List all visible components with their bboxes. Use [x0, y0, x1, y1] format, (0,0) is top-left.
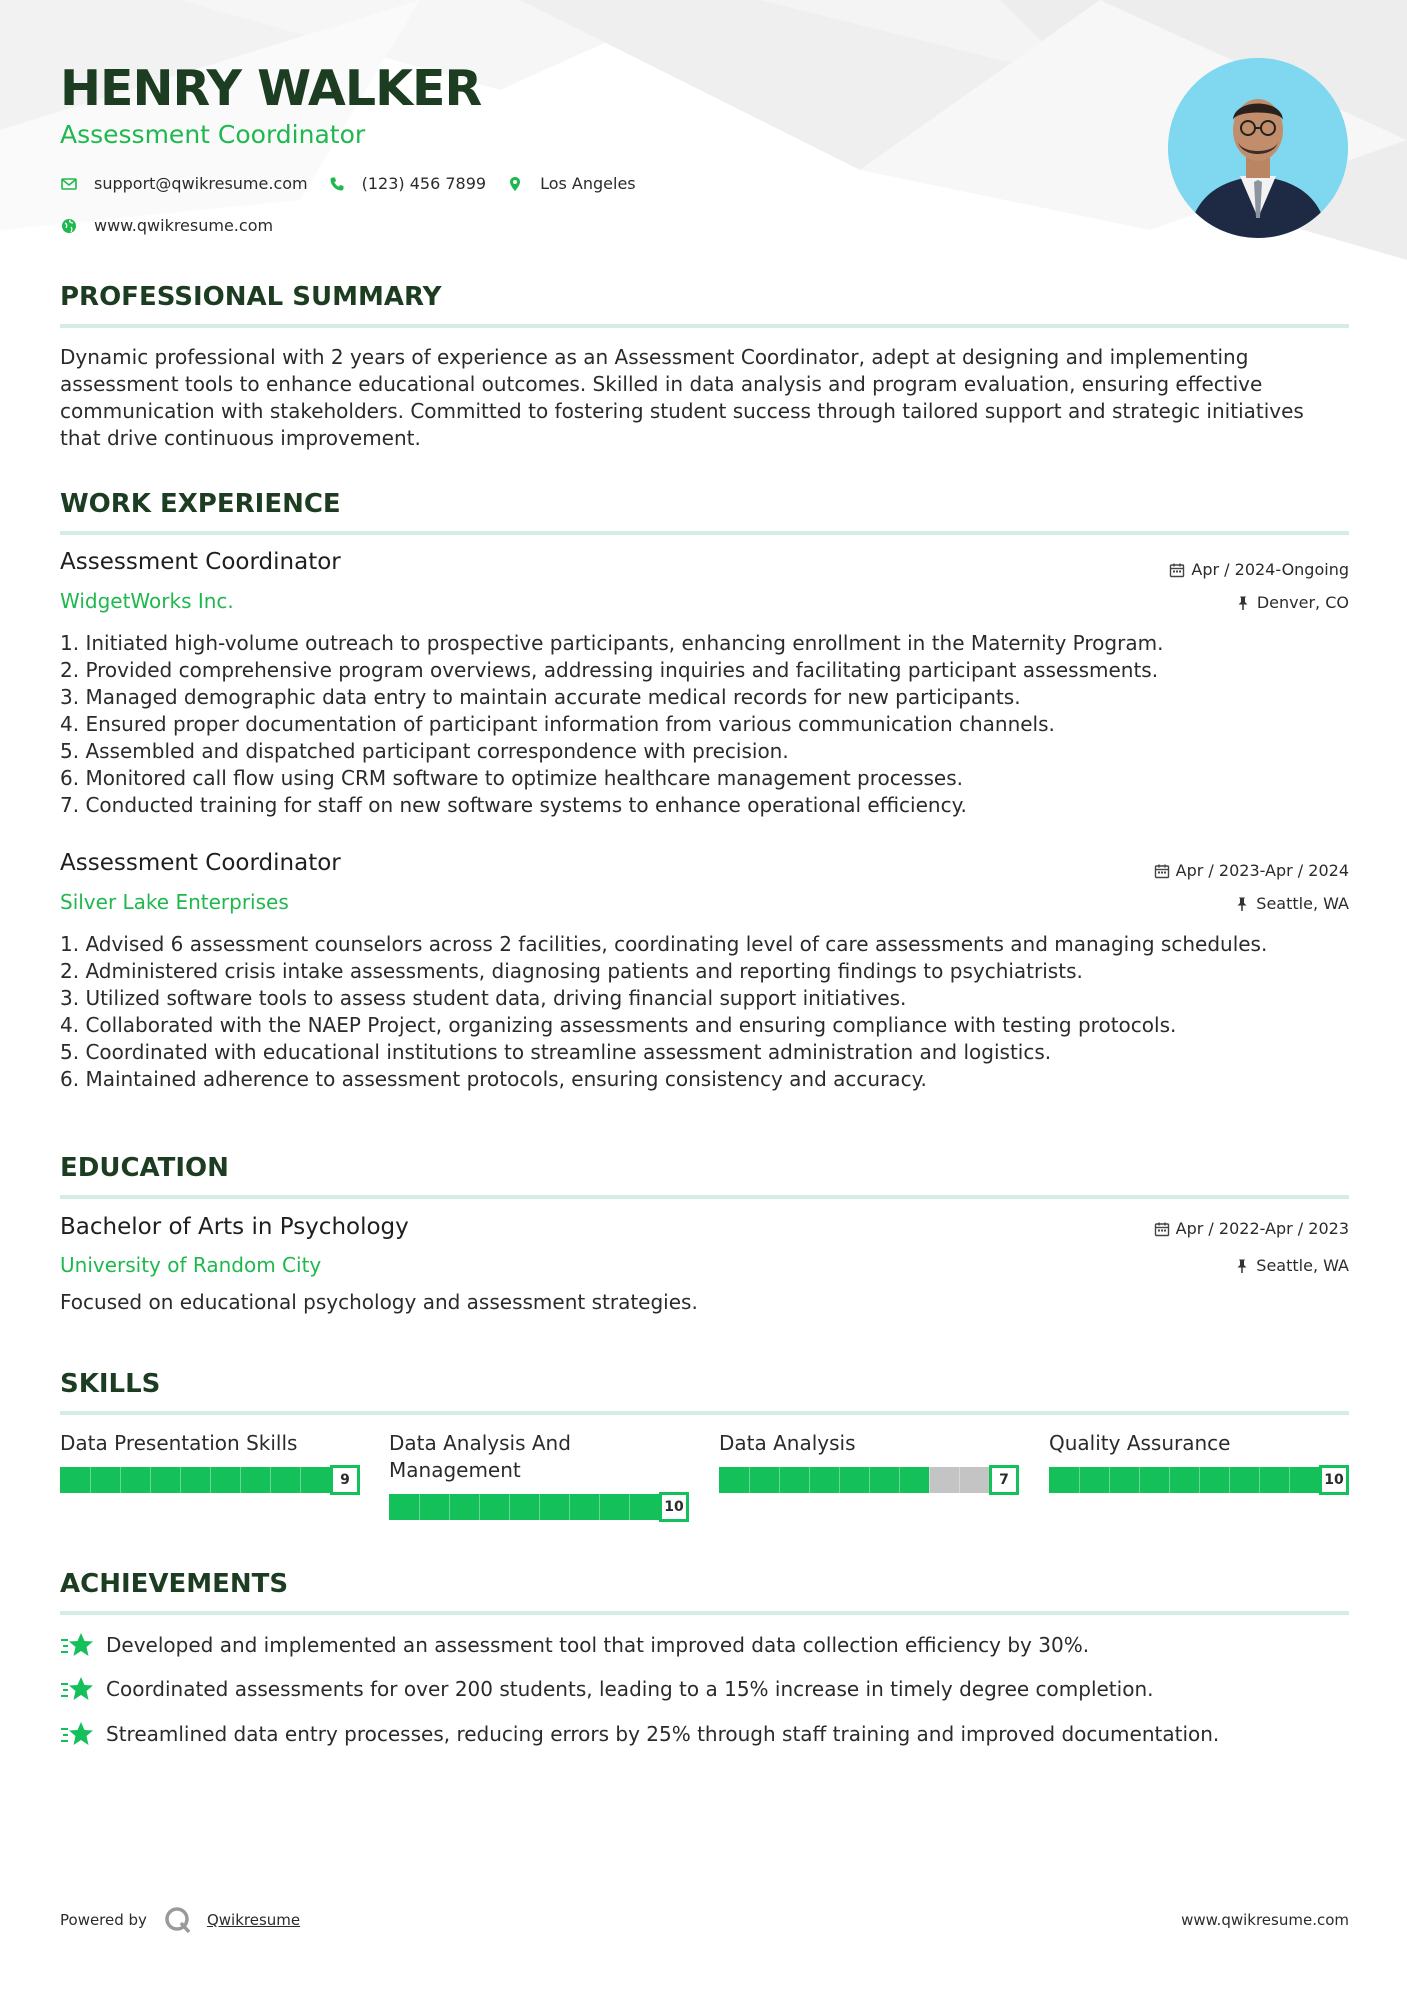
- education-dates-text: Apr / 2022-Apr / 2023: [1175, 1219, 1349, 1238]
- list-item: 7. Conducted training for staff on new software systems to enhance operational efficiency.: [60, 793, 967, 817]
- job-dates-text: Apr / 2023-Apr / 2024: [1175, 861, 1349, 880]
- list-item: 5. Assembled and dispatched participant correspondence with precision.: [60, 739, 789, 763]
- achievement-item: [60, 1675, 1153, 1703]
- school-name: University of Random City: [60, 1253, 322, 1277]
- website-row: [60, 216, 293, 235]
- calendar-icon: [1154, 1221, 1170, 1237]
- skill-bar-segment: [1139, 1467, 1140, 1493]
- skill-bar-segment: [959, 1467, 960, 1493]
- skill-bar-segment: [599, 1494, 600, 1520]
- skill-item: [1049, 1430, 1349, 1495]
- list-item: 3. Managed demographic data entry to maintain accurate medical records for new participants.: [60, 685, 1021, 709]
- candidate-role: Assessment Coordinator: [60, 120, 366, 149]
- candidate-name: HENRY WALKER: [60, 60, 482, 117]
- skill-bar-segment: [1109, 1467, 1110, 1493]
- degree-title: Bachelor of Arts in Psychology: [60, 1214, 409, 1240]
- list-item: 6. Monitored call flow using CRM software to optimize healthcare management processes.: [60, 766, 963, 790]
- achievement-text: Coordinated assessments for over 200 students, leading to a 15% increase in timely degree completion.: [106, 1677, 1154, 1701]
- list-item: 1. Advised 6 assessment counselors across 2 facilities, coordinating level of care assessments and managing schedules.: [60, 932, 1268, 956]
- skill-bar-segment: [539, 1494, 540, 1520]
- skill-bar-segment: [1169, 1467, 1170, 1493]
- phone-contact[interactable]: [328, 174, 486, 193]
- achievements-heading: ACHIEVEMENTS: [60, 1569, 1349, 1615]
- experience-heading: WORK EXPERIENCE: [60, 489, 1349, 535]
- education-location-text: Seattle, WA: [1256, 1256, 1349, 1275]
- qwikresume-link[interactable]: Qwikresume: [206, 1911, 301, 1929]
- list-item: 2. Provided comprehensive program overviews, addressing inquiries and facilitating participant assessments.: [60, 658, 1159, 682]
- job-bullets: [60, 630, 1349, 819]
- pushpin-icon: [1234, 896, 1250, 912]
- star-icon: [60, 1675, 94, 1703]
- skill-bar-segment: [1199, 1467, 1200, 1493]
- skill-bar-segment: [90, 1467, 91, 1493]
- company-name: WidgetWorks Inc.: [60, 589, 234, 613]
- calendar-icon: [1169, 562, 1185, 578]
- website-contact[interactable]: [60, 216, 273, 235]
- envelope-icon: [60, 175, 78, 193]
- skill-bar-segment: [1289, 1467, 1290, 1493]
- summary-heading: PROFESSIONAL SUMMARY: [60, 282, 1349, 328]
- skill-name: Quality Assurance: [1049, 1431, 1231, 1455]
- skill-bar-segment: [509, 1494, 510, 1520]
- skill-bar-fill: [60, 1467, 330, 1493]
- email-text: support@qwikresume.com: [94, 174, 308, 193]
- list-item: 1. Initiated high-volume outreach to prospective participants, enhancing enrollment in the Maternity Program.: [60, 631, 1164, 655]
- job-bullets: [60, 931, 1349, 1093]
- skill-level-value: 10: [659, 1492, 689, 1522]
- footer: [60, 1897, 1349, 1937]
- skill-bar-segment: [839, 1467, 840, 1493]
- skill-bar-fill: [719, 1467, 929, 1493]
- powered-by: [60, 1905, 300, 1935]
- skills-heading: SKILLS: [60, 1369, 1349, 1415]
- list-item: 2. Administered crisis intake assessments, diagnosing patients and reporting findings to psychiatrists.: [60, 959, 1083, 983]
- skill-bar-segment: [1079, 1467, 1080, 1493]
- skill-bar-segment: [479, 1494, 480, 1520]
- skill-name: Data Analysis: [719, 1431, 856, 1455]
- skill-bar-segment: [300, 1467, 301, 1493]
- list-item: 3. Utilized software tools to assess student data, driving financial support initiatives.: [60, 986, 907, 1010]
- achievement-text: Streamlined data entry processes, reducing errors by 25% through staff training and improved documentation.: [106, 1722, 1220, 1746]
- company-name: Silver Lake Enterprises: [60, 890, 289, 914]
- globe-icon: [60, 217, 78, 235]
- skill-bar-segment: [1259, 1467, 1260, 1493]
- skill-level-bar: [719, 1465, 1019, 1495]
- skill-bar-segment: [1229, 1467, 1230, 1493]
- skill-bar-segment: [150, 1467, 151, 1493]
- pushpin-icon: [1235, 595, 1251, 611]
- footer-website[interactable]: www.qwikresume.com: [1181, 1911, 1349, 1929]
- website-text: www.qwikresume.com: [94, 216, 274, 235]
- list-item: 4. Ensured proper documentation of participant information from various communication channels.: [60, 712, 1055, 736]
- job-dates: [1154, 861, 1349, 880]
- skill-level-bar: [60, 1465, 360, 1495]
- skill-bar-segment: [569, 1494, 570, 1520]
- powered-by-label: Powered by: [60, 1911, 147, 1929]
- job-location: [1235, 593, 1349, 612]
- skill-level-bar: [1049, 1465, 1349, 1495]
- skill-bar-segment: [929, 1467, 930, 1493]
- list-item: 5. Coordinated with educational institutions to streamline assessment administration and logistics.: [60, 1040, 1052, 1064]
- pushpin-icon: [1234, 1258, 1250, 1274]
- location-contact: [506, 174, 636, 193]
- skill-bar-segment: [869, 1467, 870, 1493]
- job-title: Assessment Coordinator: [60, 549, 341, 575]
- skill-bar-segment: [809, 1467, 810, 1493]
- skill-bar-segment: [270, 1467, 271, 1493]
- skill-bar-segment: [210, 1467, 211, 1493]
- email-contact[interactable]: [60, 174, 308, 193]
- skills-grid: [60, 1430, 1349, 1540]
- skill-item: [719, 1430, 1019, 1495]
- calendar-icon: [1154, 863, 1170, 879]
- star-icon: [60, 1720, 94, 1748]
- skill-name: Data Analysis And Management: [389, 1431, 571, 1482]
- achievement-text: Developed and implemented an assessment tool that improved data collection efficiency by 30%.: [106, 1633, 1090, 1657]
- skill-bar-segment: [449, 1494, 450, 1520]
- skill-bar-segment: [419, 1494, 420, 1520]
- skill-item: [60, 1430, 360, 1495]
- education-dates: [1154, 1219, 1349, 1238]
- skill-level-value: 9: [330, 1465, 360, 1495]
- job-dates-text: Apr / 2024-Ongoing: [1191, 560, 1349, 579]
- skill-item: [389, 1430, 689, 1522]
- job-dates: [1169, 560, 1349, 579]
- map-pin-icon: [506, 175, 524, 193]
- skill-bar-segment: [779, 1467, 780, 1493]
- education-location: [1234, 1256, 1349, 1275]
- list-item: 4. Collaborated with the NAEP Project, organizing assessments and ensuring compliance with testing protocols.: [60, 1013, 1177, 1037]
- skill-bar-segment: [749, 1467, 750, 1493]
- education-heading: EDUCATION: [60, 1153, 1349, 1199]
- achievement-item: [60, 1631, 1089, 1659]
- skill-level-bar: [389, 1492, 689, 1522]
- skill-name: Data Presentation Skills: [60, 1431, 298, 1455]
- job-location-text: Denver, CO: [1256, 593, 1349, 612]
- star-icon: [60, 1631, 94, 1659]
- job-location-text: Seattle, WA: [1256, 894, 1349, 913]
- location-text: Los Angeles: [540, 174, 636, 193]
- skill-level-value: 7: [989, 1465, 1019, 1495]
- profile-photo: [1168, 58, 1348, 238]
- achievement-item: [60, 1720, 1219, 1748]
- qwikresume-logo-icon: [163, 1905, 193, 1935]
- contact-row: [60, 174, 656, 193]
- job-title: Assessment Coordinator: [60, 850, 341, 876]
- skill-bar-segment: [240, 1467, 241, 1493]
- phone-text: (123) 456 7899: [361, 174, 487, 193]
- job-location: [1234, 894, 1349, 913]
- skill-bar-segment: [180, 1467, 181, 1493]
- list-item: 6. Maintained adherence to assessment protocols, ensuring consistency and accuracy.: [60, 1067, 927, 1091]
- phone-icon: [328, 175, 346, 193]
- skill-bar-segment: [629, 1494, 630, 1520]
- education-description: Focused on educational psychology and assessment strategies.: [60, 1290, 698, 1314]
- skill-bar-segment: [899, 1467, 900, 1493]
- skill-bar-segment: [120, 1467, 121, 1493]
- summary-text: Dynamic professional with 2 years of experience as an Assessment Coordinator, adept at designing and implementing assessment tools to enhance educational outcomes. Skilled in data analysis and program evaluation, ensuring effective communication with stakeholders. Committed to fostering student success through tailored support and strategic initiatives that drive continuous improvement.: [60, 345, 1304, 450]
- skill-level-value: 10: [1319, 1465, 1349, 1495]
